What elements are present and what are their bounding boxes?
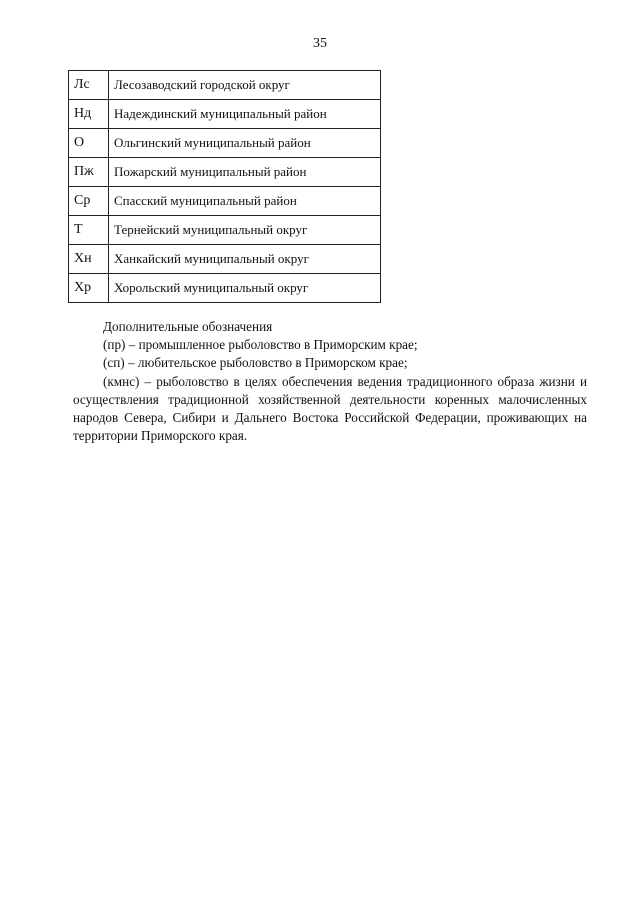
table-cell-code: Хн (69, 245, 109, 274)
table-cell-name: Пожарский муниципальный район (109, 158, 381, 187)
table-row (69, 71, 381, 100)
table-cell-code: Пж (69, 158, 109, 187)
table-row (69, 158, 381, 187)
table-cell-code: Лс (69, 71, 109, 100)
table-cell-name: Хорольский муниципальный округ (109, 274, 381, 303)
note-item-amateur-fishing: (сп) – любительское рыболовство в Приморском крае; (103, 355, 408, 371)
table-cell-code: Ср (69, 187, 109, 216)
notes-heading: Дополнительные обозначения (103, 319, 273, 334)
additional-notations (73, 318, 587, 445)
table-cell-name: Ханкайский муниципальный округ (109, 245, 381, 274)
table-cell-name: Ольгинский муниципальный район (109, 129, 381, 158)
table-row (69, 216, 381, 245)
table-row (69, 274, 381, 303)
table-cell-name: Надеждинский муниципальный район (109, 100, 381, 129)
table-cell-code: Нд (69, 100, 109, 129)
table-cell-name: Тернейский муниципальный округ (109, 216, 381, 245)
table-row (69, 100, 381, 129)
note-item-industrial-fishing: (пр) – промышленное рыболовство в Приморским крае; (103, 337, 418, 353)
table-cell-code: Хр (69, 274, 109, 303)
table-cell-name: Спасский муниципальный район (109, 187, 381, 216)
table-cell-name: Лесозаводский городской округ (109, 71, 381, 100)
table-row (69, 245, 381, 274)
table-cell-code: Т (69, 216, 109, 245)
table-cell-code: О (69, 129, 109, 158)
note-item-indigenous-fishing: (кмнс) – рыболовство в целях обеспечения ведения традиционного образа жизни и осуществления традиционной хозяйственной деятельности коренных малочисленных народов Севера, Сибири и Дальнего Востока Российской Федерации, проживающих на территории Приморского края. (73, 373, 587, 444)
table-row (69, 187, 381, 216)
page-number: 35 (313, 36, 327, 51)
municipality-codes-table (68, 70, 381, 303)
table-row (69, 129, 381, 158)
